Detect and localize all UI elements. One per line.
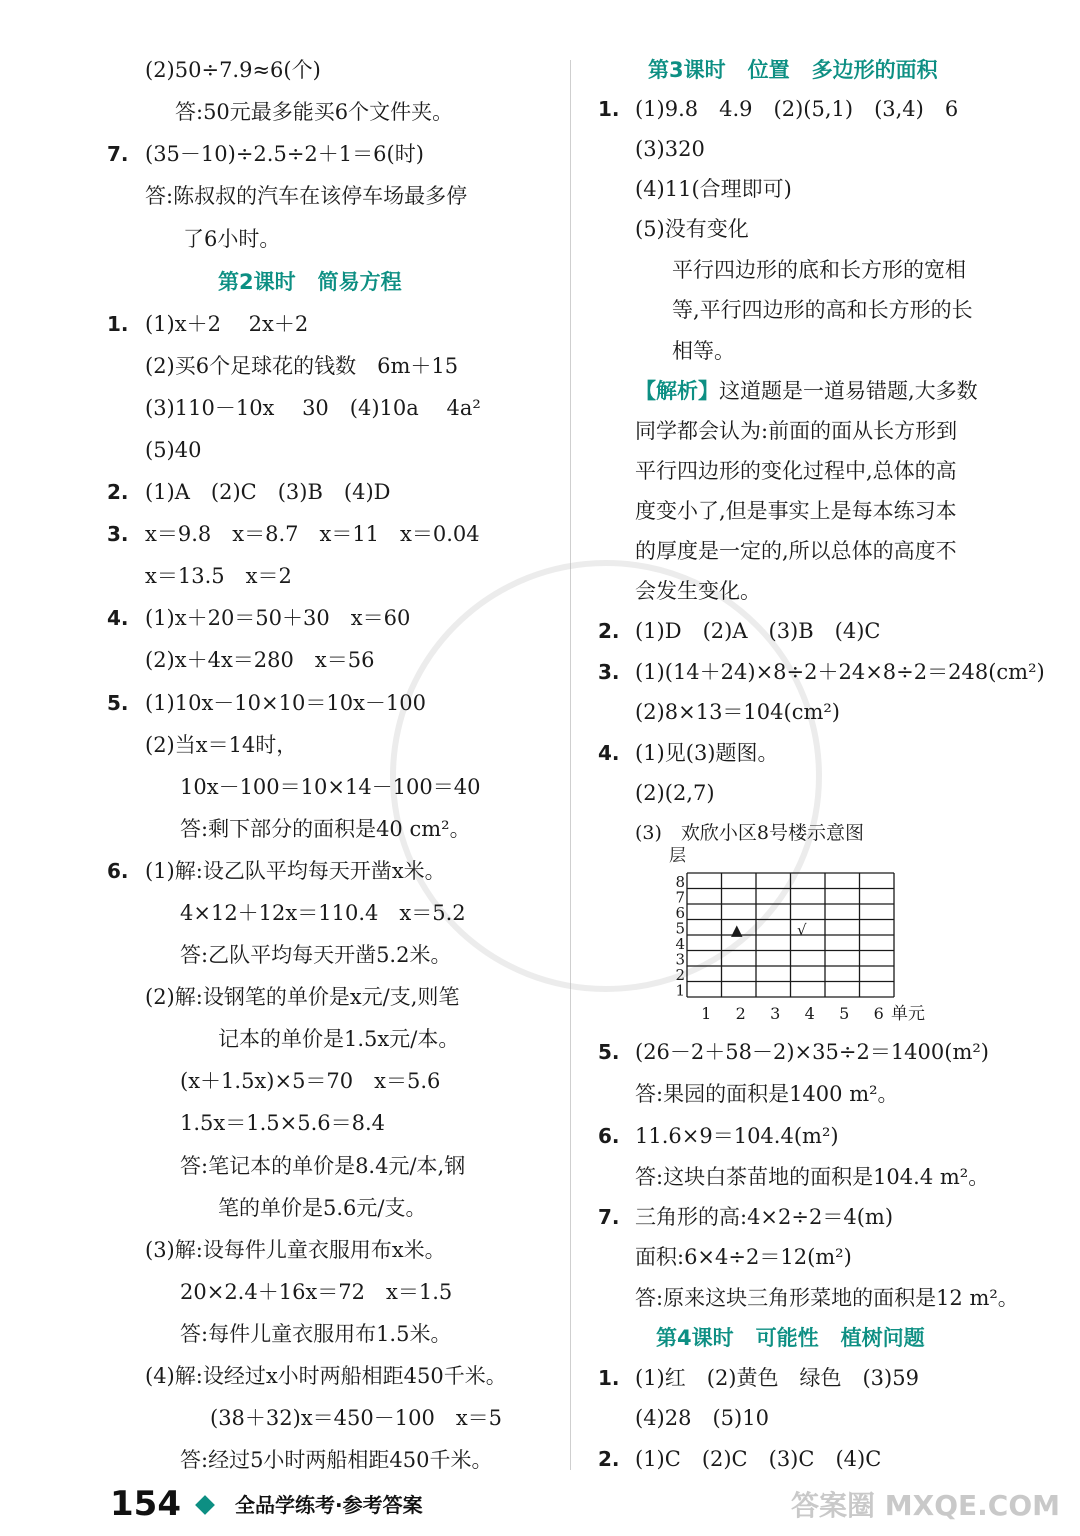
answer-line: (1)9.8 4.9 (2)(5,1) (3,4) 6 xyxy=(635,97,959,121)
answer-line: 笔的单价是5.6元/支。 xyxy=(218,1196,427,1220)
answer-line: (1)解:设乙队平均每天开凿x米。 xyxy=(145,859,446,883)
question-number: 1. xyxy=(107,312,129,336)
answer-line: (38＋32)x＝450－100 x＝5 xyxy=(210,1406,503,1430)
answer-line: 答:陈叔叔的汽车在该停车场最多停 xyxy=(145,184,468,208)
analysis-line: 的厚度是一定的,所以总体的高度不 xyxy=(635,539,957,563)
answer-line: (1)D (2)A (3)B (4)C xyxy=(635,619,881,643)
answer-line: 三角形的高:4×2÷2＝4(m) xyxy=(635,1205,894,1229)
lesson-topic: 多边形的面积 xyxy=(811,58,938,82)
section-heading-lesson-2 xyxy=(218,267,402,297)
answer-line: 答:每件儿童衣服用布1.5米。 xyxy=(180,1322,452,1346)
page-footer xyxy=(0,1480,1080,1536)
answer-line: 20×2.4＋16x＝72 x＝1.5 xyxy=(180,1280,453,1304)
answer-line: (2)当x＝14时， xyxy=(145,733,298,757)
answer-line: (1)C (2)C (3)C (4)C xyxy=(635,1447,882,1471)
question-number: 4. xyxy=(598,741,620,765)
page-number: 154 xyxy=(110,1484,181,1524)
analysis-line xyxy=(635,376,978,406)
answer-line: 等,平行四边形的高和长方形的长 xyxy=(672,298,973,322)
x-tick-label: 1 xyxy=(701,1004,712,1023)
answer-line: 答:原来这块三角形菜地的面积是12 m²。 xyxy=(635,1286,1019,1310)
y-tick-label: 6 xyxy=(675,904,685,922)
answer-line: (4)28 (5)10 xyxy=(635,1406,769,1430)
question-number: 3. xyxy=(107,522,129,546)
answer-line: (1)(14＋24)×8÷2＋24×8÷2＝248(cm²) xyxy=(635,660,1045,684)
question-number: 4. xyxy=(107,606,129,630)
answer-line: (1)A (2)C (3)B (4)D xyxy=(145,480,391,504)
answer-line: 面积:6×4÷2＝12(m²) xyxy=(635,1245,852,1269)
question-number: 1. xyxy=(598,1366,620,1390)
check-icon: √ xyxy=(797,921,807,939)
question-number: 5. xyxy=(598,1040,620,1064)
lesson-label: 第2课时 xyxy=(218,270,296,294)
answer-line: (1)x＋2 2x＋2 xyxy=(145,312,309,336)
building-grid-diagram xyxy=(663,815,943,1030)
analysis-line: 平行四边形的变化过程中,总体的高 xyxy=(635,459,957,483)
lesson-label: 第4课时 xyxy=(656,1326,734,1350)
answer-line: 1.5x＝1.5×5.6＝8.4 xyxy=(180,1111,386,1135)
y-tick-label: 1 xyxy=(675,981,685,1000)
question-number: 2. xyxy=(598,1447,620,1471)
answer-line: 答:剩下部分的面积是40 cm²。 xyxy=(180,817,471,841)
question-number: 2. xyxy=(107,480,129,504)
question-number: 6. xyxy=(598,1124,620,1148)
answer-line: 平行四边形的底和长方形的宽相 xyxy=(672,258,966,282)
answer-line: (1)见(3)题图。 xyxy=(635,741,779,765)
question-number: 7. xyxy=(107,142,129,166)
x-tick-label: 6 xyxy=(873,1004,884,1023)
analysis-line: 会发生变化。 xyxy=(635,579,761,603)
lesson-label: 第3课时 xyxy=(648,58,726,82)
answer-line: 答:乙队平均每天开凿5.2米。 xyxy=(180,943,452,967)
answer-line: (26－2＋58－2)×35÷2＝1400(m²) xyxy=(635,1040,989,1064)
answer-line: (2)买6个足球花的钱数 6m＋15 xyxy=(145,354,459,378)
answer-line: (2)解:设钢笔的单价是x元/支,则笔 xyxy=(145,985,460,1009)
answer-line: (3)110－10x 30 (4)10a 4a² xyxy=(145,396,481,420)
question-number: 5. xyxy=(107,691,129,715)
answer-line: 4×12＋12x＝110.4 x＝5.2 xyxy=(180,901,466,925)
question-number: 3. xyxy=(598,660,620,684)
answer-line: (4)11(合理即可) xyxy=(635,177,792,201)
answer-line: (5)40 xyxy=(145,438,202,462)
answer-line: x＝9.8 x＝8.7 x＝11 x＝0.04 xyxy=(145,522,480,546)
triangle-icon: ▲ xyxy=(731,921,743,939)
answer-line: (1)10x－10×10＝10x－100 xyxy=(145,691,426,715)
section-heading-lesson-3 xyxy=(648,55,938,85)
x-tick-label: 3 xyxy=(770,1004,781,1023)
answer-line: (3)解:设每件儿童衣服用布x米。 xyxy=(145,1238,446,1262)
answer-line: (2)x＋4x＝280 x＝56 xyxy=(145,648,375,672)
analysis-line: 度变小了,但是事实上是每本练习本 xyxy=(635,499,957,523)
x-tick-label: 4 xyxy=(804,1004,815,1023)
answer-line: 了6小时。 xyxy=(183,227,281,251)
analysis-line: 同学都会认为:前面的面从长方形到 xyxy=(635,419,958,443)
analysis-text: 这道题是一道易错题,大多数 xyxy=(719,379,978,403)
answer-line: x＝13.5 x＝2 xyxy=(145,564,292,588)
watermark-logo: 答案圈 MXQE.COM xyxy=(791,1489,1060,1522)
diamond-icon xyxy=(195,1495,215,1515)
question-number: 6. xyxy=(107,859,129,883)
y-tick-label: 2 xyxy=(675,966,685,984)
question-number: 1. xyxy=(598,97,620,121)
y-tick-label: 7 xyxy=(675,888,685,907)
answer-line: (2)50÷7.9≈6(个) xyxy=(145,58,321,82)
answer-line: (x＋1.5x)×5＝70 x＝5.6 xyxy=(180,1069,441,1093)
x-axis-label: 单元 xyxy=(891,1004,925,1024)
answer-line: 11.6×9＝104.4(m²) xyxy=(635,1124,839,1148)
answer-line: 答:这块白茶苗地的面积是104.4 m²。 xyxy=(635,1165,990,1189)
answer-line: 答:50元最多能买6个文件夹。 xyxy=(175,100,454,124)
x-tick-label: 5 xyxy=(839,1004,850,1023)
answer-line: (35－10)÷2.5÷2＋1＝6(时) xyxy=(145,142,424,166)
answer-line: 相等。 xyxy=(672,339,735,363)
answer-line: (2)8×13＝104(cm²) xyxy=(635,700,840,724)
section-heading-lesson-4 xyxy=(656,1323,925,1353)
answer-line: 答:经过5小时两船相距450千米。 xyxy=(180,1448,493,1472)
answer-line: (1)红 (2)黄色 绿色 (3)59 xyxy=(635,1366,919,1390)
answer-line: (2)(2,7) xyxy=(635,781,715,805)
question-number: 2. xyxy=(598,619,620,643)
y-tick-label: 8 xyxy=(675,873,685,891)
y-axis-label: 层 xyxy=(669,846,686,866)
answer-line: (4)解:设经过x小时两船相距450千米。 xyxy=(145,1364,507,1388)
y-tick-label: 4 xyxy=(675,935,685,953)
lesson-topic: 可能性 xyxy=(755,1326,819,1350)
analysis-tag: 【解析】 xyxy=(635,379,719,403)
answer-line: 答:笔记本的单价是8.4元/本,钢 xyxy=(180,1154,466,1178)
x-tick-label: 2 xyxy=(735,1004,746,1023)
answer-line: 10x－100＝10×14－100＝40 xyxy=(180,775,481,799)
answer-line: 答:果园的面积是1400 m²。 xyxy=(635,1082,899,1106)
brand-text: 全品学练考·参考答案 xyxy=(235,1493,423,1517)
y-tick-label: 5 xyxy=(675,919,685,938)
lesson-topic: 植树问题 xyxy=(840,1326,925,1350)
answer-line: 记本的单价是1.5x元/本。 xyxy=(218,1027,460,1051)
lesson-topic: 简易方程 xyxy=(317,270,402,294)
figure-caption: (3) 欢欣小区8号楼示意图 xyxy=(635,822,865,844)
question-number: 7. xyxy=(598,1205,620,1229)
y-tick-label: 3 xyxy=(675,950,685,969)
lesson-topic: 位置 xyxy=(747,58,790,82)
answer-line: (3)320 xyxy=(635,137,705,161)
answer-line: (5)没有变化 xyxy=(635,217,749,241)
answer-line: (1)x＋20＝50＋30 x＝60 xyxy=(145,606,411,630)
